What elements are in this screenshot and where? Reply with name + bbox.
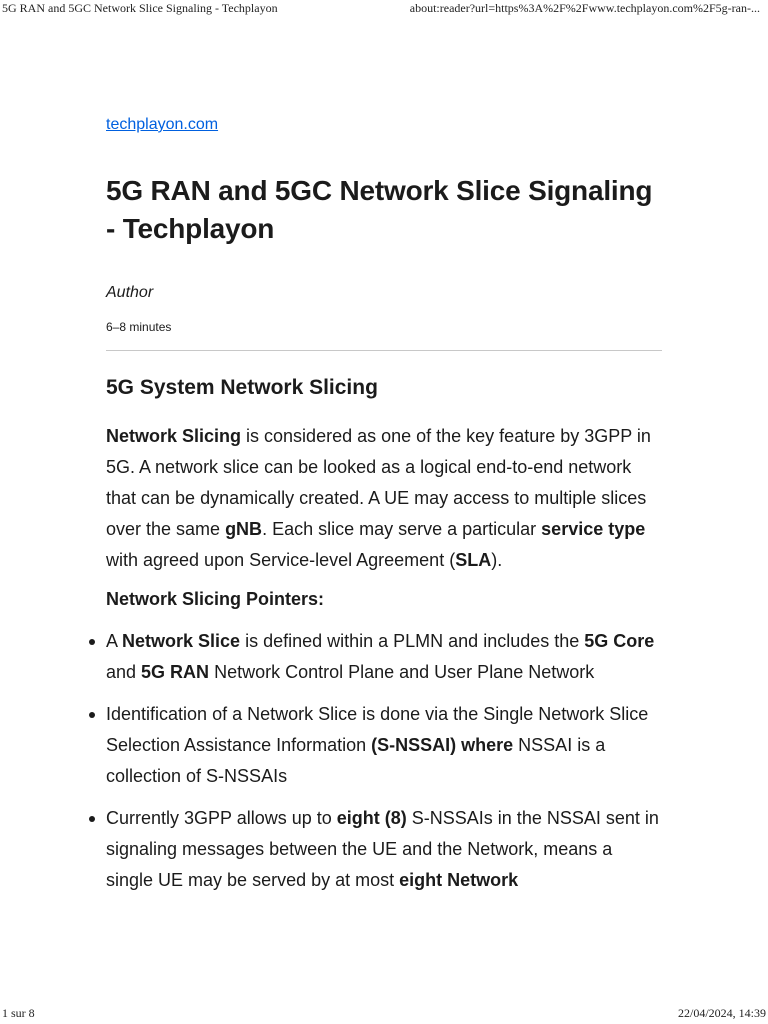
bold-text: SLA xyxy=(455,550,492,570)
print-timestamp: 22/04/2024, 14:39 xyxy=(677,1006,766,1020)
article-title: 5G RAN and 5GC Network Slice Signaling - Techplayon xyxy=(106,175,653,244)
paragraph-text: is considered as one of the key feature by 3GPP in 5G. A network slice can be looked as a logical end-to-end network that can be dynamically created. A UE may access to multiple slices over the same xyxy=(106,426,651,539)
print-header xyxy=(0,0,768,18)
paragraph-text: ). xyxy=(491,550,503,570)
print-footer xyxy=(0,1006,768,1024)
bullet-icon xyxy=(89,712,95,718)
page-number: 1 sur 8 xyxy=(2,1006,35,1020)
reading-time: 6–8 minutes xyxy=(106,320,172,334)
list-item xyxy=(106,803,662,896)
item-text: Currently 3GPP allows up to xyxy=(106,808,337,828)
list-item xyxy=(106,626,662,688)
paragraph-text: with agreed upon Service-level Agreement ( xyxy=(106,550,456,570)
domain-link[interactable]: techplayon.com xyxy=(106,116,219,133)
bold-text: service type xyxy=(541,519,646,539)
intro-paragraph xyxy=(106,421,662,576)
item-text: A xyxy=(106,631,123,651)
item-text: Network Control Plane and User Plane Network xyxy=(209,662,595,682)
bold-text: eight Network xyxy=(399,870,519,890)
header-divider xyxy=(106,350,662,351)
bullet-icon xyxy=(89,816,95,822)
item-text: NSSAI is a collection of S-NSSAIs xyxy=(106,735,606,786)
item-text: and xyxy=(106,662,142,682)
bold-text: (S-NSSAI) where xyxy=(371,735,514,755)
item-text: is defined within a PLMN and includes the xyxy=(240,631,585,651)
item-text: S-NSSAIs in the NSSAI sent in signaling messages between the UE and the Network, means a single UE may be served by at most xyxy=(106,808,659,890)
pointers-heading: Network Slicing Pointers: xyxy=(106,589,325,609)
bold-text: Network Slice xyxy=(122,631,241,651)
bold-text: gNB xyxy=(225,519,263,539)
reader-article xyxy=(106,114,662,907)
paragraph-text: . Each slice may serve a particular xyxy=(262,519,542,539)
bullet-icon xyxy=(89,639,95,645)
bold-text: 5G RAN xyxy=(141,662,210,682)
bold-text: 5G Core xyxy=(584,631,655,651)
bold-text: eight (8) xyxy=(336,808,407,828)
item-text: Identification of a Network Slice is done via the Single Network Slice Selection Assistance Information xyxy=(106,704,649,755)
print-page-title: 5G RAN and 5GC Network Slice Signaling - Techplayon xyxy=(2,1,278,15)
print-url: about:reader?url=https%3A%2F%2Fwww.techplayon.com%2F5g-ran-... xyxy=(409,1,760,15)
list-item xyxy=(106,699,662,792)
section-heading: 5G System Network Slicing xyxy=(106,376,378,399)
pointers-list xyxy=(106,626,662,896)
article-author: Author xyxy=(106,284,154,301)
bold-text: Network Slicing xyxy=(106,426,242,446)
